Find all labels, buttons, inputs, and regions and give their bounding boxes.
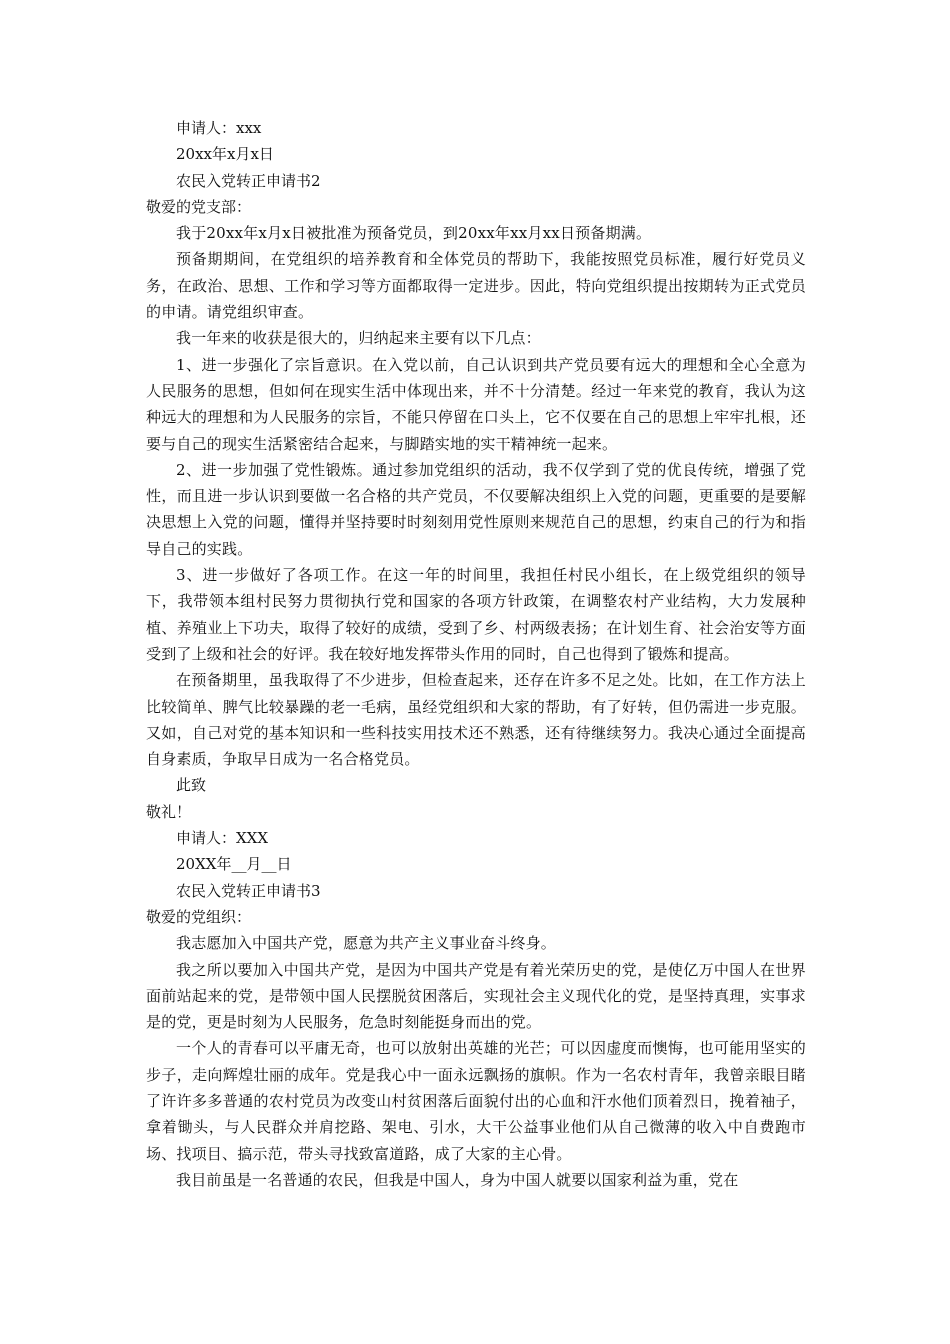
signer-line: 申请人：xxx	[176, 119, 262, 137]
paragraph: 我之所以要加入中国共产党，是因为中国共产党是有着光荣历史的党，是使亿万中国人在世界面前站起来的党，是带领中国人民摆脱贫困落后，实现社会主义现代化的党，是坚持真理，实事求是的党，更是时刻为人民服务，危急时刻能挺身而出的党。	[146, 960, 806, 1032]
paragraph: 我于20xx年x月x日被批准为预备党员，到20xx年xx月xx日预备期满。	[176, 224, 652, 243]
paragraph: 3、进一步做好了各项工作。在这一年的时间里，我担任村民小组长，在上级党组织的领导下，我带领本组村民努力贯彻执行党和国家的各项方针政策，在调整农村产业结构，大力发展种植、养殖业上下功夫，取得了较好的成绩，受到了乡、村两级表扬；在计划生育、社会治安等方面受到了上级和社会的好评。我在较好地发挥带头作用的同时，自己也得到了锻炼和提高。	[146, 566, 806, 663]
document-page	[146, 115, 806, 1193]
section-title: 农民入党转正申请书3	[176, 881, 321, 900]
paragraph: 预备期期间，在党组织的培养教育和全体党员的帮助下，我能按照党员标准，履行好党员义务，在政治、思想、工作和学习等方面都取得一定进步。因此，特向党组织提出按期转为正式党员的申请。请党组织审查。	[146, 250, 806, 322]
paragraph: 一个人的青春可以平庸无奇，也可以放射出英雄的光芒；可以因虚度而懊悔，也可能用坚实的步子，走向辉煌壮丽的成年。党是我心中一面永远飘扬的旗帜。作为一名农村青年，我曾亲眼目睹了许许多多普通的农村党员为改变山村贫困落后面貌付出的心血和汗水他们顶着烈日，挽着袖子，拿着锄头，与人民群众并肩挖路、架电、引水，大干公益事业他们从自己微薄的收入中自费跑市场、找项目、搞示范，带头寻找致富道路，成了大家的主心骨。	[146, 1039, 806, 1163]
paragraph: 2、进一步加强了党性锻炼。通过参加党组织的活动，我不仅学到了党的优良传统，增强了党性，而且进一步认识到要做一名合格的共产党员，不仅要解决组织上入党的问题，更重要的是要解决思想上入党的问题，懂得并坚持要时时刻刻用党性原则来规范自己的思想，约束自己的行为和指导自己的实践。	[146, 460, 806, 558]
date-line: 20XX年__月__日	[176, 855, 292, 874]
signer-line: 申请人：XXX	[176, 829, 269, 848]
paragraph: 我一年来的收获是很大的，归纳起来主要有以下几点：	[176, 329, 541, 348]
salutation: 敬爱的党支部：	[146, 197, 252, 216]
salutation: 敬爱的党组织：	[146, 907, 252, 926]
paragraph: 1、进一步强化了宗旨意识。在入党以前，自己认识到共产党员要有远大的理想和全心全意为人民服务的思想，但如何在现实生活中体现出来，并不十分清楚。经过一年来党的教育，我认为这种远大的理想和为人民服务的宗旨，不能只停留在口头上，它不仅要在自己的思想上牢牢扎根，还要与自己的现实生活紧密结合起来，与脚踏实地的实干精神统一起来。	[146, 355, 806, 453]
paragraph: 我志愿加入中国共产党，愿意为共产主义事业奋斗终身。	[176, 934, 557, 953]
section-title: 农民入党转正申请书2	[176, 171, 321, 190]
date-line: 20xx年x月x日	[176, 145, 274, 164]
closing-line: 此致	[176, 776, 207, 795]
paragraph: 我目前虽是一名普通的农民，但我是中国人，身为中国人就要以国家利益为重，党在	[176, 1170, 739, 1189]
paragraph: 在预备期里，虽我取得了不少进步，但检查起来，还存在许多不足之处。比如，在工作方法上比较简单、脾气比较暴躁的老一毛病，虽经党组织和大家的帮助，有了好转，但仍需进一步克服。又如，自己对党的基本知识和一些科技实用技术还不熟悉，还有待继续努力。我决心通过全面提高自身素质，争取早日成为一名合格党员。	[146, 671, 806, 769]
closing-salute: 敬礼！	[146, 802, 192, 821]
